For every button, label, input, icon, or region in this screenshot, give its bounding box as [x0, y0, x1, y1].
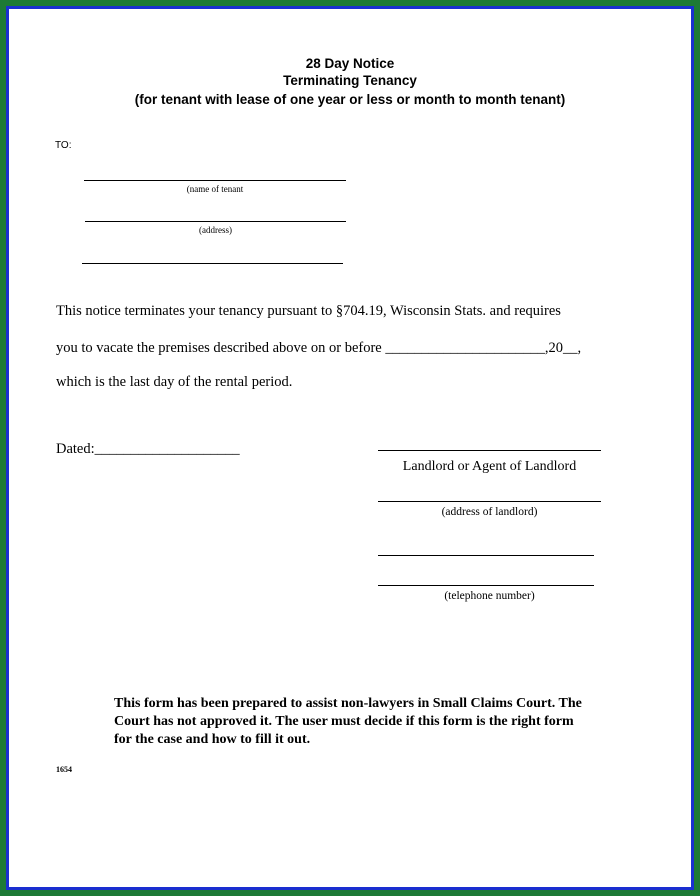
notice-text-line-2: you to vacate the premises described above on or before ______________________,20__,: [56, 340, 582, 356]
landlord-address-caption: (address of landlord): [441, 506, 538, 518]
document-scope-note: (for tenant with lease of one year or less or month to month tenant): [134, 92, 566, 107]
tenant-address-line[interactable]: [85, 221, 346, 222]
landlord-signature-caption: Landlord or Agent of Landlord: [402, 459, 577, 474]
document-page: [9, 9, 691, 887]
tenant-address-caption: (address): [199, 225, 232, 235]
landlord-phone-caption: (telephone number): [444, 590, 535, 602]
dated-field[interactable]: Dated:____________________: [56, 441, 240, 457]
disclaimer-text: This form has been prepared to assist non-lawyers in Small Claims Court. The Court has not approved it. The user must decide if this form is the right form for the case and how to fill it out.: [114, 696, 582, 747]
tenant-address-line-2[interactable]: [82, 263, 343, 264]
landlord-address-line-2[interactable]: [378, 555, 594, 556]
landlord-signature-line[interactable]: [378, 450, 601, 451]
notice-text-line-1: This notice terminates your tenancy pursuant to §704.19, Wisconsin Stats. and requires: [56, 303, 561, 319]
tenant-name-line[interactable]: [84, 180, 346, 181]
document-subtitle: Terminating Tenancy: [283, 73, 417, 88]
form-code: 1654: [56, 765, 72, 774]
tenant-name-caption: (name of tenant: [186, 184, 244, 194]
document-title: 28 Day Notice: [305, 56, 395, 71]
to-label: TO:: [55, 140, 72, 151]
landlord-address-line[interactable]: [378, 501, 601, 502]
landlord-phone-line[interactable]: [378, 585, 594, 586]
notice-text-line-3: which is the last day of the rental period.: [56, 374, 293, 390]
